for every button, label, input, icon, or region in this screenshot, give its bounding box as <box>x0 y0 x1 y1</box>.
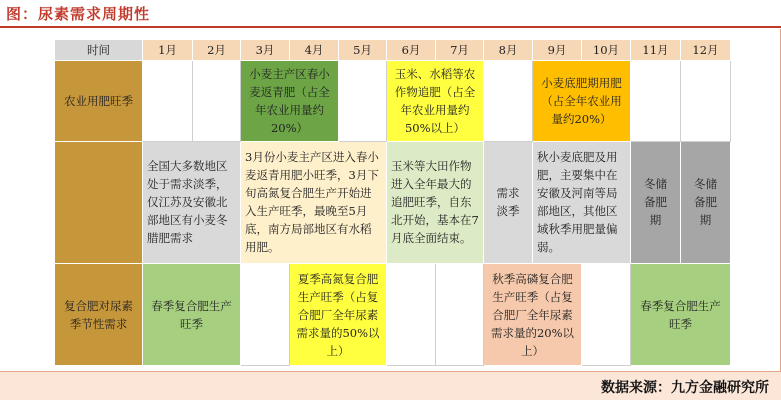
header-month-5: 5月 <box>339 40 387 61</box>
header-month-4: 4月 <box>290 40 339 61</box>
desc-spring-text: 3月份小麦主产区进入春小麦返青用肥小旺季，3月下旬高氮复合肥生产开始进入生产旺季，最晚至5月底，南方局部地区有水稻用肥。 <box>245 150 379 255</box>
header-month-6: 6月 <box>387 40 436 61</box>
desc-autumn-text: 秋小麦底肥及用肥，主要集中在安徽及河南等局部地区，其他区域秋季用肥量偏弱。 <box>537 150 618 255</box>
desc-row-label <box>55 141 143 264</box>
desc-dec-text: 冬储备肥期 <box>694 177 717 228</box>
header-month-7: 7月 <box>436 40 484 61</box>
desc-aug-cell <box>484 141 533 264</box>
desc-dec-cell <box>681 141 731 264</box>
header-month-12: 12月 <box>681 40 731 61</box>
agri-cell-11 <box>631 60 681 141</box>
source-bar <box>0 371 781 400</box>
header-month-8: 8月 <box>484 40 533 61</box>
header-row <box>55 40 731 61</box>
compound-row-label-text: 复合肥对尿素季节性需求 <box>64 298 133 331</box>
desc-nov-cell <box>631 141 681 264</box>
agri-wheat-cell <box>241 60 339 141</box>
source-text: 数据来源：九方金融研究所 <box>601 380 769 396</box>
agri-cell-12 <box>681 60 731 141</box>
agri-wheatbase-cell <box>533 60 631 141</box>
desc-row <box>55 141 731 264</box>
urea-demand-table <box>54 39 731 366</box>
comp-spring2-cell <box>631 264 731 366</box>
desc-spring-cell <box>241 141 387 264</box>
comp-summer-text: 夏季高氮复合肥生产旺季（占复合肥厂全年尿素需求量的50%以上） <box>296 271 380 358</box>
header-month-9: 9月 <box>533 40 582 61</box>
header-month-1: 1月 <box>143 40 193 61</box>
agri-row <box>55 60 731 141</box>
header-month-3: 3月 <box>241 40 290 61</box>
comp-spring1-text: 春季复合肥生产旺季 <box>151 298 232 331</box>
agri-wheat-text: 小麦主产区春小麦返青肥（占全年农业用量约20%） <box>249 66 330 135</box>
header-month-2: 2月 <box>193 40 241 61</box>
agri-cell-2 <box>193 60 241 141</box>
agri-cell-1 <box>143 60 193 141</box>
comp-cell-3 <box>241 264 290 366</box>
desc-winter-text: 全国大多数地区处于需求淡季，仅江苏及安徽北部地区有小麦冬腊肥需求 <box>147 159 228 246</box>
header-month-11: 11月 <box>631 40 681 61</box>
desc-summer-text: 玉米等大田作物进入全年最大的追肥旺季，自东北开始，基本在7月底全面结束。 <box>391 159 479 246</box>
content-frame <box>0 29 781 371</box>
desc-aug-text: 需求淡季 <box>496 186 520 219</box>
comp-autumn-cell <box>484 264 582 366</box>
comp-cell-7 <box>436 264 484 366</box>
compound-row <box>55 264 731 366</box>
comp-spring1-cell <box>143 264 241 366</box>
comp-summer-cell <box>290 264 387 366</box>
agri-cell-5 <box>339 60 387 141</box>
comp-spring2-text: 春季复合肥生产旺季 <box>640 298 721 331</box>
desc-autumn-cell <box>533 141 631 264</box>
compound-row-label <box>55 264 143 366</box>
agri-corn-text: 玉米、水稻等农作物追肥（占全年农业用量约50%以上） <box>394 66 476 135</box>
comp-cell-6 <box>387 264 436 366</box>
agri-row-label: 农业用肥旺季 <box>55 60 143 141</box>
desc-winter-cell <box>143 141 241 264</box>
header-time: 时间 <box>55 40 143 61</box>
title-bar <box>0 0 781 28</box>
comp-autumn-text: 秋季高磷复合肥生产旺季（占复合肥厂全年尿素需求量的20%以上） <box>490 271 575 358</box>
agri-wheatbase-text: 小麦底肥期用肥（占全年农业用量约20%） <box>541 75 622 126</box>
page-title: 图：尿素需求周期性 <box>6 4 151 23</box>
desc-nov-text: 冬储备肥期 <box>644 177 667 228</box>
agri-corn-cell <box>387 60 484 141</box>
comp-cell-10 <box>582 264 631 366</box>
agri-cell-8 <box>484 60 533 141</box>
desc-summer-cell <box>387 141 484 264</box>
header-month-10: 10月 <box>582 40 631 61</box>
